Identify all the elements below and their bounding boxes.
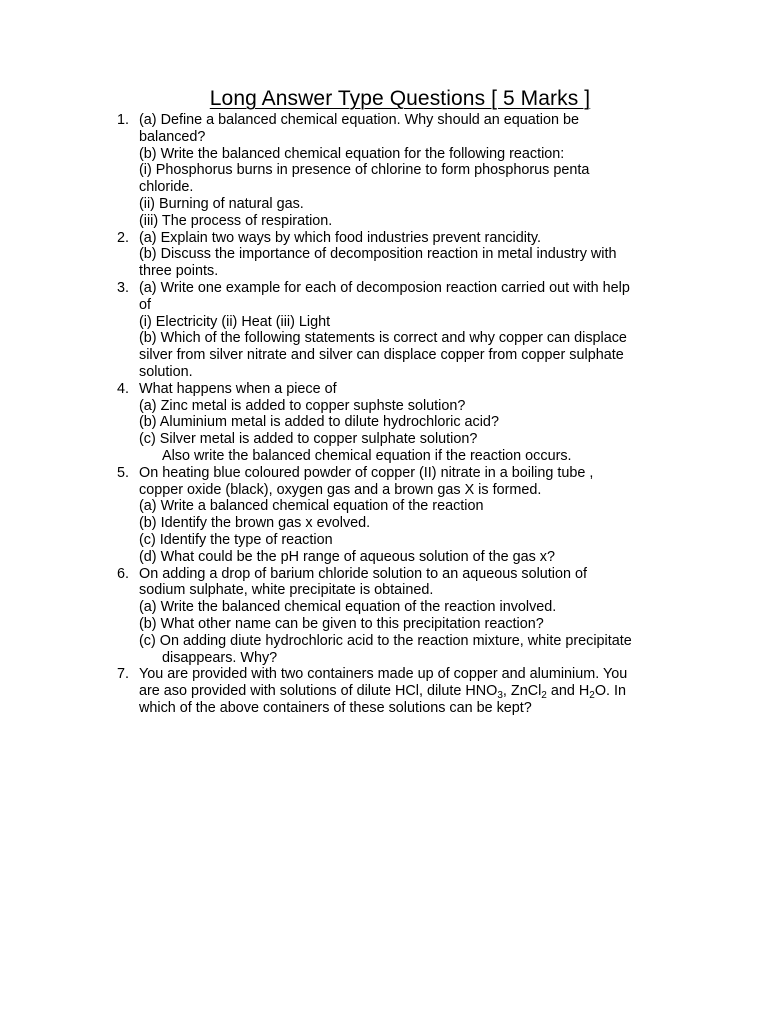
question-line: (b) Discuss the importance of decomposition reaction in metal industry with [139,246,617,263]
question-line: (a) Write the balanced chemical equation of the reaction involved. [139,599,557,616]
question-line: (i) Electricity (ii) Heat (iii) Light [139,313,331,330]
question-line: What happens when a piece of [139,380,337,397]
chem-text: O. In [594,683,627,700]
question-number: 7. [117,666,130,683]
question-line: disappears. Why? [162,649,278,666]
question-line: (b) Aluminium metal is added to dilute hydrochloric acid? [139,414,499,431]
page-title: Long Answer Type Questions [ 5 Marks ] [209,87,591,110]
question-line: You are provided with two containers made up of copper and aluminium. You [139,666,628,683]
question-number: 5. [117,464,130,481]
question-line: balanced? [139,128,206,145]
question-number: 4. [117,380,130,397]
question-line: (c) On adding diute hydrochloric acid to the reaction mixture, white precipitate [139,632,632,649]
question-line: (d) What could be the pH range of aqueous solution of the gas x? [139,548,555,565]
question-7 [0,666,768,716]
question-line: sodium sulphate, white precipitate is obtained. [139,582,434,599]
question-list [0,112,768,717]
question-line: (a) Write one example for each of decomposion reaction carried out with help [139,279,630,296]
question-line: solution. [139,363,193,380]
chem-text: , ZnCl [502,683,542,700]
subscript: 2 [541,690,547,702]
question-line: (ii) Burning of natural gas. [139,195,304,212]
question-line: (a) Define a balanced chemical equation. Why should an equation be [139,112,579,128]
question-line: (b) What other name can be given to this precipitation reaction? [139,615,544,632]
question-line: which of the above containers of these solutions can be kept? [139,699,532,716]
question-line: (b) Identify the brown gas x evolved. [139,515,371,532]
chem-text: and H [546,683,590,700]
question-line: On heating blue coloured powder of copper (II) nitrate in a boiling tube , [139,464,594,481]
question-line: chloride. [139,179,194,196]
chem-text: are aso provided with solutions of dilute HCl, dilute HNO [139,683,498,700]
question-line: (a) Zinc metal is added to copper suphste solution? [139,397,466,414]
question-line: (i) Phosphorus burns in presence of chlorine to form phosphorus penta [139,162,590,179]
question-5 [0,465,768,566]
question-line: (c) Silver metal is added to copper sulphate solution? [139,431,478,448]
question-line: (a) Write a balanced chemical equation of the reaction [139,498,484,515]
question-number: 6. [117,565,130,582]
subscript: 2 [589,690,595,702]
question-number: 3. [117,279,130,296]
question-6 [0,566,768,667]
question-line: On adding a drop of barium chloride solution to an aqueous solution of [139,565,588,582]
question-line: three points. [139,263,219,280]
question-line: silver from silver nitrate and silver can displace copper from copper sulphate [139,347,624,364]
question-number: 2. [117,229,130,246]
question-line: (b) Which of the following statements is correct and why copper can displace [139,330,627,347]
subscript: 3 [497,690,503,702]
question-line-chemical [139,683,768,700]
question-line: copper oxide (black), oxygen gas and a brown gas X is formed. [139,481,542,498]
question-line: (b) Write the balanced chemical equation for the following reaction: [139,145,565,162]
question-line: of [139,296,152,313]
question-2 [0,230,768,280]
question-line: (c) Identify the type of reaction [139,531,333,548]
question-3 [0,280,768,381]
question-line: (iii) The process of respiration. [139,212,333,229]
question-1 [0,112,768,230]
question-line: Also write the balanced chemical equation if the reaction occurs. [162,447,572,464]
question-4 [0,381,768,465]
question-line: (a) Explain two ways by which food industries prevent rancidity. [139,229,542,246]
question-number: 1. [117,112,130,128]
